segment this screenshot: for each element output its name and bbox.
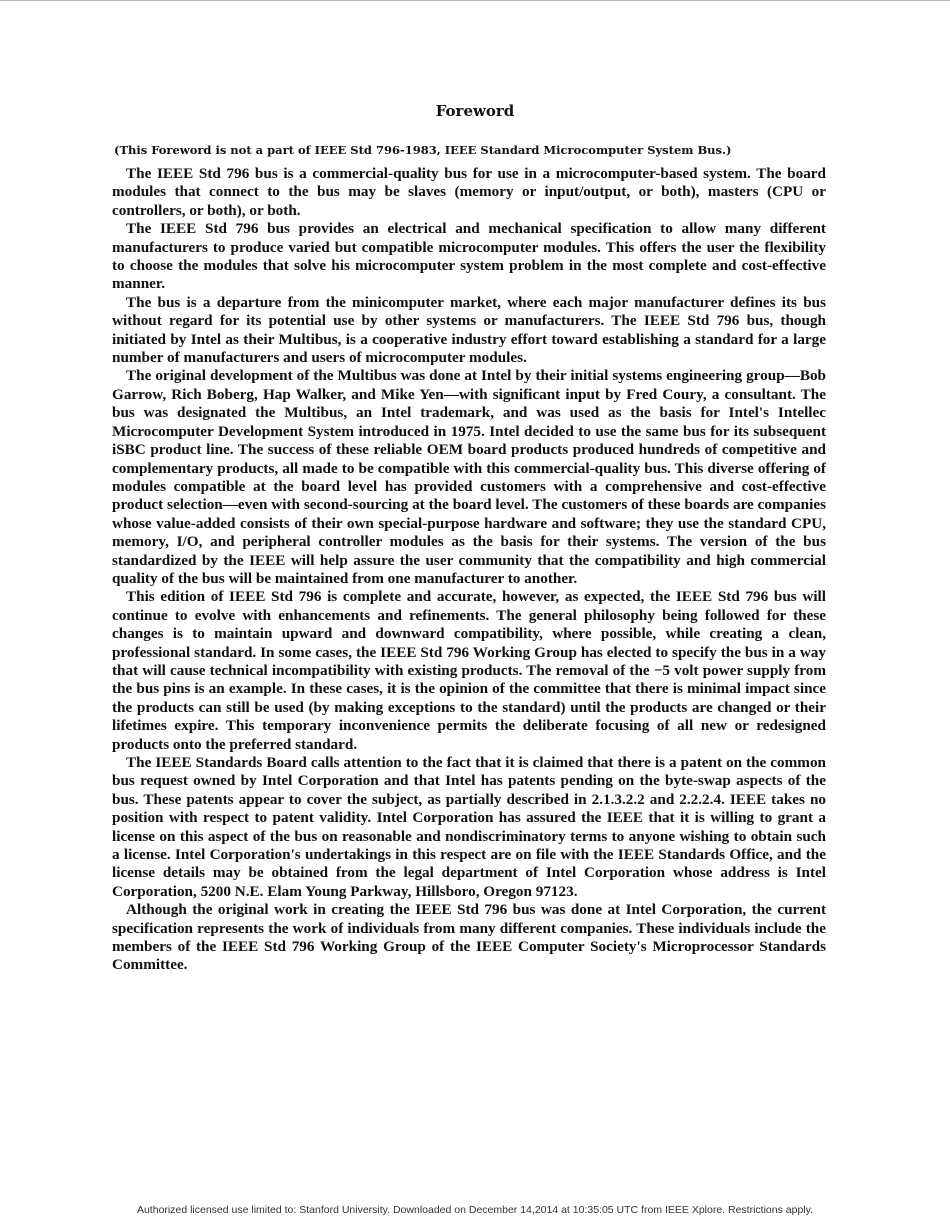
paragraph-3: The bus is a departure from the minicomputer market, where each major manufacturer defines its bus without regard for its potential use by other systems or manufacturers. The IEEE Std 796 bus, though initiated by Intel as their Multibus, is a cooperative industry effort toward establishing a standard for a large number of manufacturers and users of microcomputer modules. — [112, 293, 826, 367]
paragraph-6: The IEEE Standards Board calls attention to the fact that it is claimed that there is a patent on the common bus request owned by Intel Corporation and that Intel has patents pending on the byte-swap aspects of the bus. These patents appear to cover the subject, as partially described in 2.1.3.2.2 and 2.2.2.4. IEEE takes no position with respect to patent validity. Intel Corporation has assured the IEEE that it is willing to grant a license on this aspect of the bus on reasonable and nondiscriminatory terms to anyone wishing to obtain such a license. Intel Corporation's undertakings in this respect are on file with the IEEE Standards Office, and the license details may be obtained from the legal department of Intel Corporation whose address is Intel Corporation, 5200 N.E. Elam Young Parkway, Hillsboro, Oregon 97123. — [112, 754, 826, 900]
top-border-line — [0, 0, 950, 1]
page-title: Foreword — [435, 102, 515, 120]
paragraph-1: The IEEE Std 796 bus is a commercial-quality bus for use in a microcomputer-based system. The board modules that connect to the bus may be slaves (memory or input/output, or both), masters (CPU or controllers, or both), or both. — [112, 165, 826, 219]
paragraph-4: The original development of the Multibus was done at Intel by their initial systems engineering group—Bob Garrow, Rich Boberg, Hap Walker, and Mike Yen—with significant input by Fred Coury, a consultant. The bus was designated the Multibus, an Intel trademark, and was used as the basis for Intel's Intellec Microcomputer Development System introduced in 1975. Intel decided to use the same bus for its subsequent iSBC product line. The success of these reliable OEM board products produced hundreds of competitive and complementary products, all made to be compatible with this commercial-quality bus. This diverse offering of modules compatible at the board level has provided customers with a comprehensive and cost-effective product selection—even with second-sourcing at the board level. The customers of these boards are companies whose value-added consists of their own special-purpose hardware and software; they use the standard CPU, memory, I/O, and peripheral controller modules as the basis for their systems. The version of the bus standardized by the IEEE will help assure the user community that the compatibility and high commercial quality of the bus will be maintained from one manufacturer to another. — [112, 367, 826, 587]
foreword-note: (This Foreword is not a part of IEEE Std 796-1983, IEEE Standard Microcomputer System Bus.) — [114, 143, 732, 157]
foreword-body — [112, 165, 826, 975]
paragraph-7: Although the original work in creating the IEEE Std 796 bus was done at Intel Corporation, the current specification represents the work of individuals from many different companies. These individuals include the members of the IEEE Std 796 Working Group of the IEEE Computer Society's Microprocessor Standards Committee. — [112, 901, 826, 974]
license-footer: Authorized licensed use limited to: Stanford University. Downloaded on December 14,2014 at 10:35:05 UTC from IEEE Xplore. Restrictions apply. — [136, 1204, 814, 1216]
paragraph-2: The IEEE Std 796 bus provides an electrical and mechanical specification to allow many different manufacturers to produce varied but compatible microcomputer modules. This offers the user the flexibility to choose the modules that solve his microcomputer system problem in the most complete and cost-effective manner. — [112, 220, 826, 293]
paragraph-5: This edition of IEEE Std 796 is complete and accurate, however, as expected, the IEEE Std 796 bus will continue to evolve with enhancements and refinements. The general philosophy being followed for these changes is to maintain upward and downward compatibility, where possible, while creating a clean, professional standard. In some cases, the IEEE Std 796 Working Group has elected to specify the bus in a way that will cause technical incompatibility with existing products. The removal of the −5 volt power supply from the bus pins is an example. In these cases, it is the opinion of the committee that there is minimal impact since the products can still be used (by making exceptions to the standard) until the products are changed or their lifetimes expire. This temporary inconvenience permits the deliberate focusing of all new or redesigned products onto the preferred standard. — [112, 588, 826, 753]
